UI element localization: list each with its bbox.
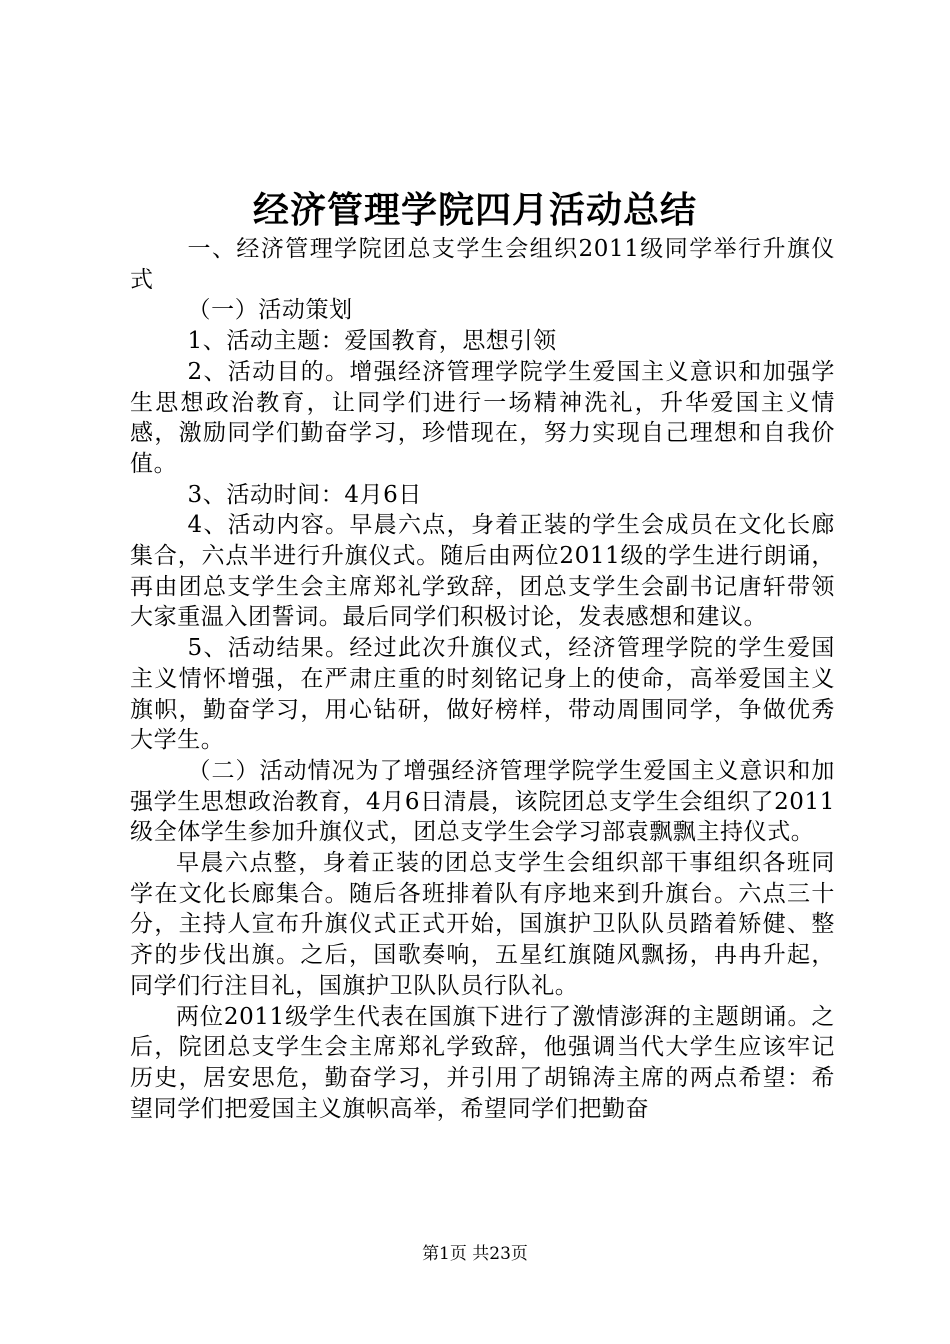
paragraph-time: 3、活动时间：4月6日 (187, 481, 422, 508)
paragraph-recitation: 两位2011级学生代表在国旗下进行了激情澎湃的主题朗诵。之后，院团总支学生会主席郑礼学致辞，他强调当代大学生应该牢记历史，居安思危，勤奋学习，并引用了胡锦涛主席的两点希望：希望同学们把爱国主义旗帜高举，希望同学们把勤奋 (130, 1003, 835, 1122)
paragraph-content: 4、活动内容。早晨六点，身着正装的学生会成员在文化长廊集合，六点半进行升旗仪式。随后由两位2011级的学生进行朗诵，再由团总支学生会主席郑礼学致辞，团总支学生会副书记唐轩带领大家重温入团誓词。最后同学们积极讨论，发表感想和建议。 (130, 512, 835, 631)
paragraph-situation: （二）活动情况为了增强经济管理学院学生爱国主义意识和加强学生思想政治教育，4月6日清晨，该院团总支学生会组织了2011级全体学生参加升旗仪式，团总支学生会学习部袁飘飘主持仪式。 (130, 757, 835, 846)
document-title: 经济管理学院四月活动总结 (252, 189, 697, 231)
document-body (130, 234, 835, 1124)
paragraph-result: 5、活动结果。经过此次升旗仪式，经济管理学院的学生爱国主义情怀增强，在严肃庄重的时刻铭记身上的使命，高举爱国主义旗帜，勤奋学习，用心钻研，做好榜样，带动周围同学，争做优秀大学生。 (130, 635, 835, 754)
paragraph-purpose: 2、活动目的。增强经济管理学院学生爱国主义意识和加强学生思想政治教育，让同学们进行一场精神洗礼，升华爱国主义情感，激励同学们勤奋学习，珍惜现在，努力实现自己理想和自我价值。 (130, 358, 835, 477)
section-heading: 一、经济管理学院团总支学生会组织2011级同学举行升旗仪式 (130, 236, 835, 293)
page-number: 第1页 共23页 (422, 1244, 528, 1264)
subsection-heading: （一）活动策划 (187, 297, 353, 324)
paragraph-theme: 1、活动主题：爱国教育，思想引领 (187, 328, 557, 355)
paragraph-morning: 早晨六点整，身着正装的团总支学生会组织部干事组织各班同学在文化长廊集合。随后各班排着队有序地来到升旗台。六点三十分，主持人宣布升旗仪式正式开始，国旗护卫队队员踏着矫健、整齐的步伐出旗。之后，国歌奏响，五星红旗随风飘扬，冉冉升起，同学们行注目礼，国旗护卫队队员行队礼。 (130, 850, 835, 999)
